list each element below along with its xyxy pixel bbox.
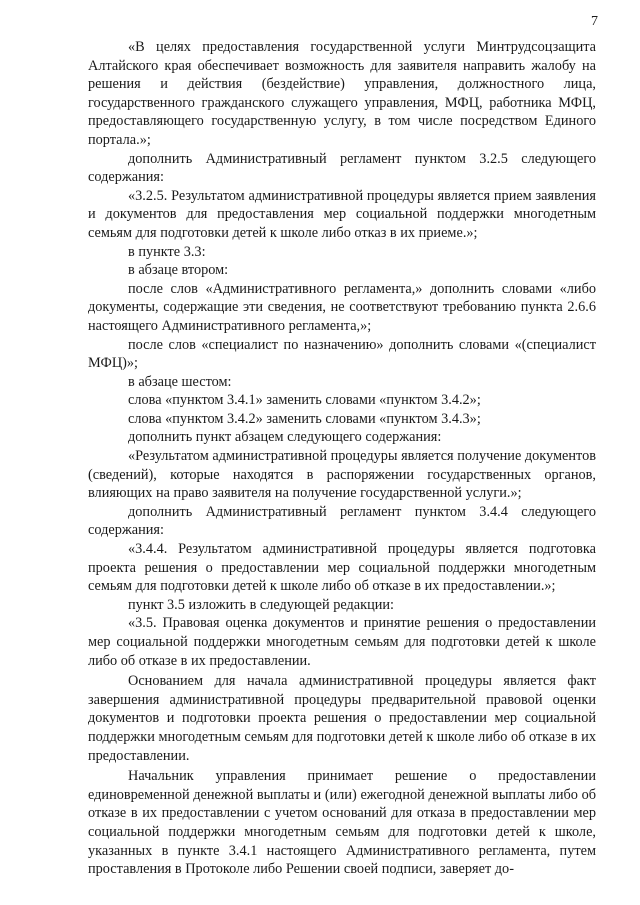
paragraph: после слов «специалист по назначению» дополнить словами «(специалист МФЦ)»; — [88, 336, 596, 372]
paragraph: в пункте 3.3: — [128, 243, 206, 260]
document-body — [88, 38, 596, 879]
paragraph: Основанием для начала административной процедуры является факт завершения административной процедуры предварительной правовой оценки документов и подготовки проекта решения о предоставлении мер социальной поддержки многодетным семьям для подготовки детей к школе либо об отказе в их предоставлении. — [88, 673, 596, 764]
paragraph: дополнить Административный регламент пунктом 3.2.5 следующего содержания: — [88, 150, 596, 186]
paragraph: слова «пунктом 3.4.2» заменить словами «пунктом 3.4.3»; — [128, 410, 481, 427]
paragraph: «Результатом административной процедуры является получение документов (сведений), которые находятся в распоряжении государственных органов, влияющих на право заявителя на получение государственной услуги.»; — [88, 448, 596, 502]
page-number: 7 — [591, 14, 598, 29]
paragraph: в абзаце шестом: — [128, 373, 232, 390]
paragraph: «3.4.4. Результатом административной процедуры является подготовка проекта решения о предоставлении мер социальной поддержки многодетным семьям для подготовки детей к школе либо об отказе в их предоставлении.»; — [88, 541, 596, 595]
paragraph: Начальник управления принимает решение о предоставлении единовременной денежной выплаты и (или) ежегодной денежной выплаты либо об отказе в их предоставлении с учетом оснований для отказа в предоставлении мер социальной поддержки многодетным семьям для подготовки детей к школе, указанных в пункте 3.4.1 настоящего Административного регламента, путем проставления в Протоколе либо Решении своей подписи, заверяет до- — [88, 768, 596, 878]
paragraph: пункт 3.5 изложить в следующей редакции: — [128, 596, 395, 613]
paragraph: дополнить пункт абзацем следующего содержания: — [128, 429, 442, 446]
paragraph: слова «пунктом 3.4.1» заменить словами «пунктом 3.4.2»; — [128, 392, 481, 409]
paragraph: в абзаце втором: — [128, 262, 229, 279]
paragraph: дополнить Административный регламент пунктом 3.4.4 следующего содержания: — [88, 503, 596, 539]
paragraph: «3.2.5. Результатом административной процедуры является прием заявления и документов для предоставления мер социальной поддержки многодетным семьям для подготовки детей к школе либо отказ в их приеме.»; — [88, 187, 596, 241]
paragraph: «3.5. Правовая оценка документов и принятие решения о предоставлении мер социальной поддержки многодетным семьям для подготовки детей к школе либо об отказе в их предоставлении. — [88, 615, 596, 669]
paragraph: «В целях предоставления государственной услуги Минтрудсоцзащита Алтайского края обеспечивает возможность для заявителя направить жалобу на решения и действия (бездействие) управления, должностного лица, государственного гражданского служащего управления, МФЦ, работника МФЦ, предоставляющего государственную услугу, в том числе посредством Единого портала.»; — [88, 39, 596, 148]
paragraph: после слов «Административного регламента,» дополнить словами «либо документы, содержащие эти сведения, не соответствуют требованию пункта 2.6.6 настоящего Административного регламента,»; — [88, 280, 596, 334]
